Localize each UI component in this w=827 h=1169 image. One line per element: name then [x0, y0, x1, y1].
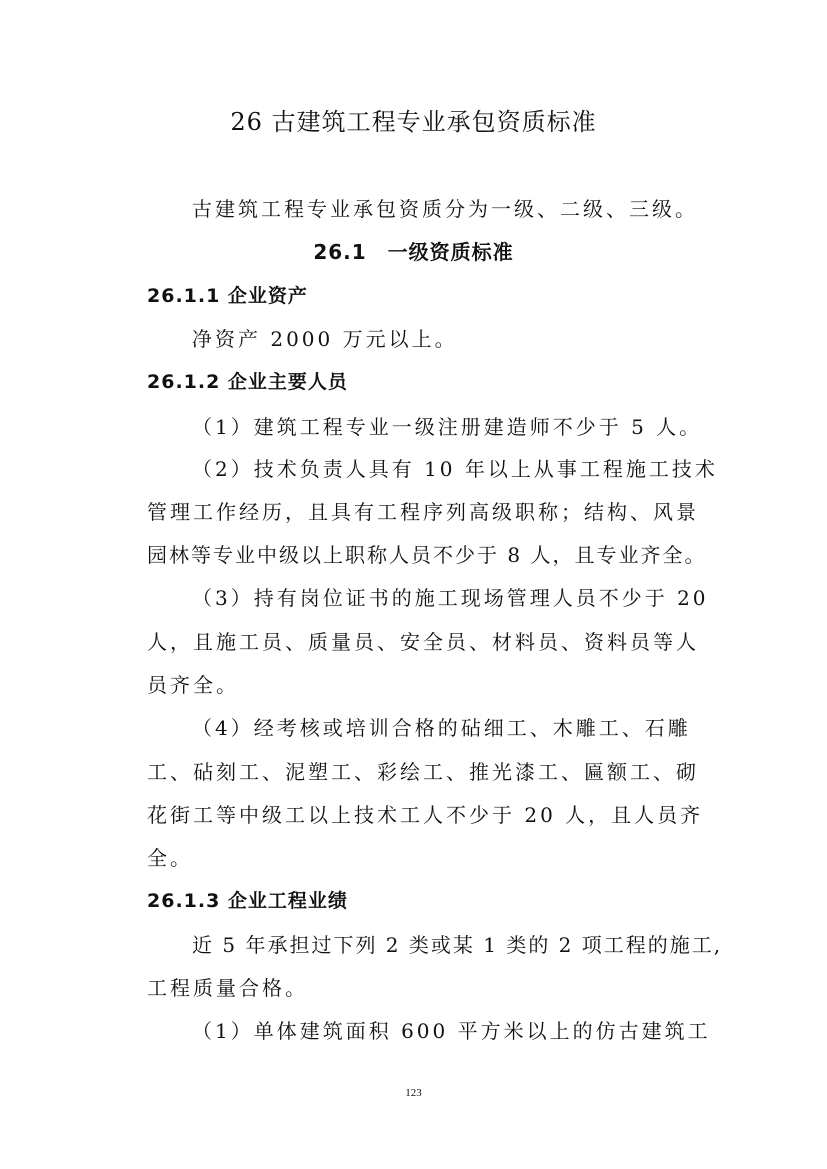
subsection-heading-performance: 26.1.3 企业工程业绩 [147, 890, 348, 912]
personnel-item-3-line-3: 员齐全。 [147, 673, 239, 697]
personnel-item-4-line-1: （4）经考核或培训合格的砧细工、木雕工、石雕 [192, 716, 691, 740]
performance-text-line-1: 近 5 年承担过下列 2 类或某 1 类的 2 项工程的施工, [192, 933, 723, 957]
personnel-item-3-line-2: 人，且施工员、质量员、安全员、材料员、资料员等人 [147, 630, 699, 654]
performance-item-1-line-1: （1）单体建筑面积 600 平方米以上的仿古建筑工 [192, 1019, 711, 1043]
assets-text: 净资产 2000 万元以上。 [192, 327, 458, 351]
personnel-item-4-line-2: 工、砧刻工、泥塑工、彩绘工、推光漆工、匾额工、砌 [147, 760, 699, 784]
personnel-item-2-line-3: 园林等专业中级以上职称人员不少于 8 人，且专业齐全。 [147, 543, 707, 567]
performance-text-line-2: 工程质量合格。 [147, 976, 308, 1000]
personnel-item-4-line-4: 全。 [147, 846, 193, 870]
personnel-item-3-line-1: （3）持有岗位证书的施工现场管理人员不少于 20 [192, 586, 709, 610]
personnel-item-4-line-3: 花街工等中级工以上技术工人不少于 20 人，且人员齐 [147, 803, 704, 827]
personnel-item-2-line-2: 管理工作经历，且具有工程序列高级职称；结构、风景 [147, 500, 699, 524]
section-title: 26.1 一级资质标准 [313, 240, 514, 264]
subsection-heading-assets: 26.1.1 企业资产 [147, 285, 308, 307]
intro-paragraph: 古建筑工程专业承包资质分为一级、二级、三级。 [192, 197, 698, 221]
personnel-item-1: （1）建筑工程专业一级注册建造师不少于 5 人。 [192, 415, 703, 439]
page-title: 26 古建筑工程专业承包资质标准 [230, 108, 597, 136]
subsection-heading-personnel: 26.1.2 企业主要人员 [147, 371, 348, 393]
personnel-item-2-line-1: （2）技术负责人具有 10 年以上从事工程施工技术 [192, 457, 718, 481]
page-number: 123 [405, 1087, 422, 1099]
